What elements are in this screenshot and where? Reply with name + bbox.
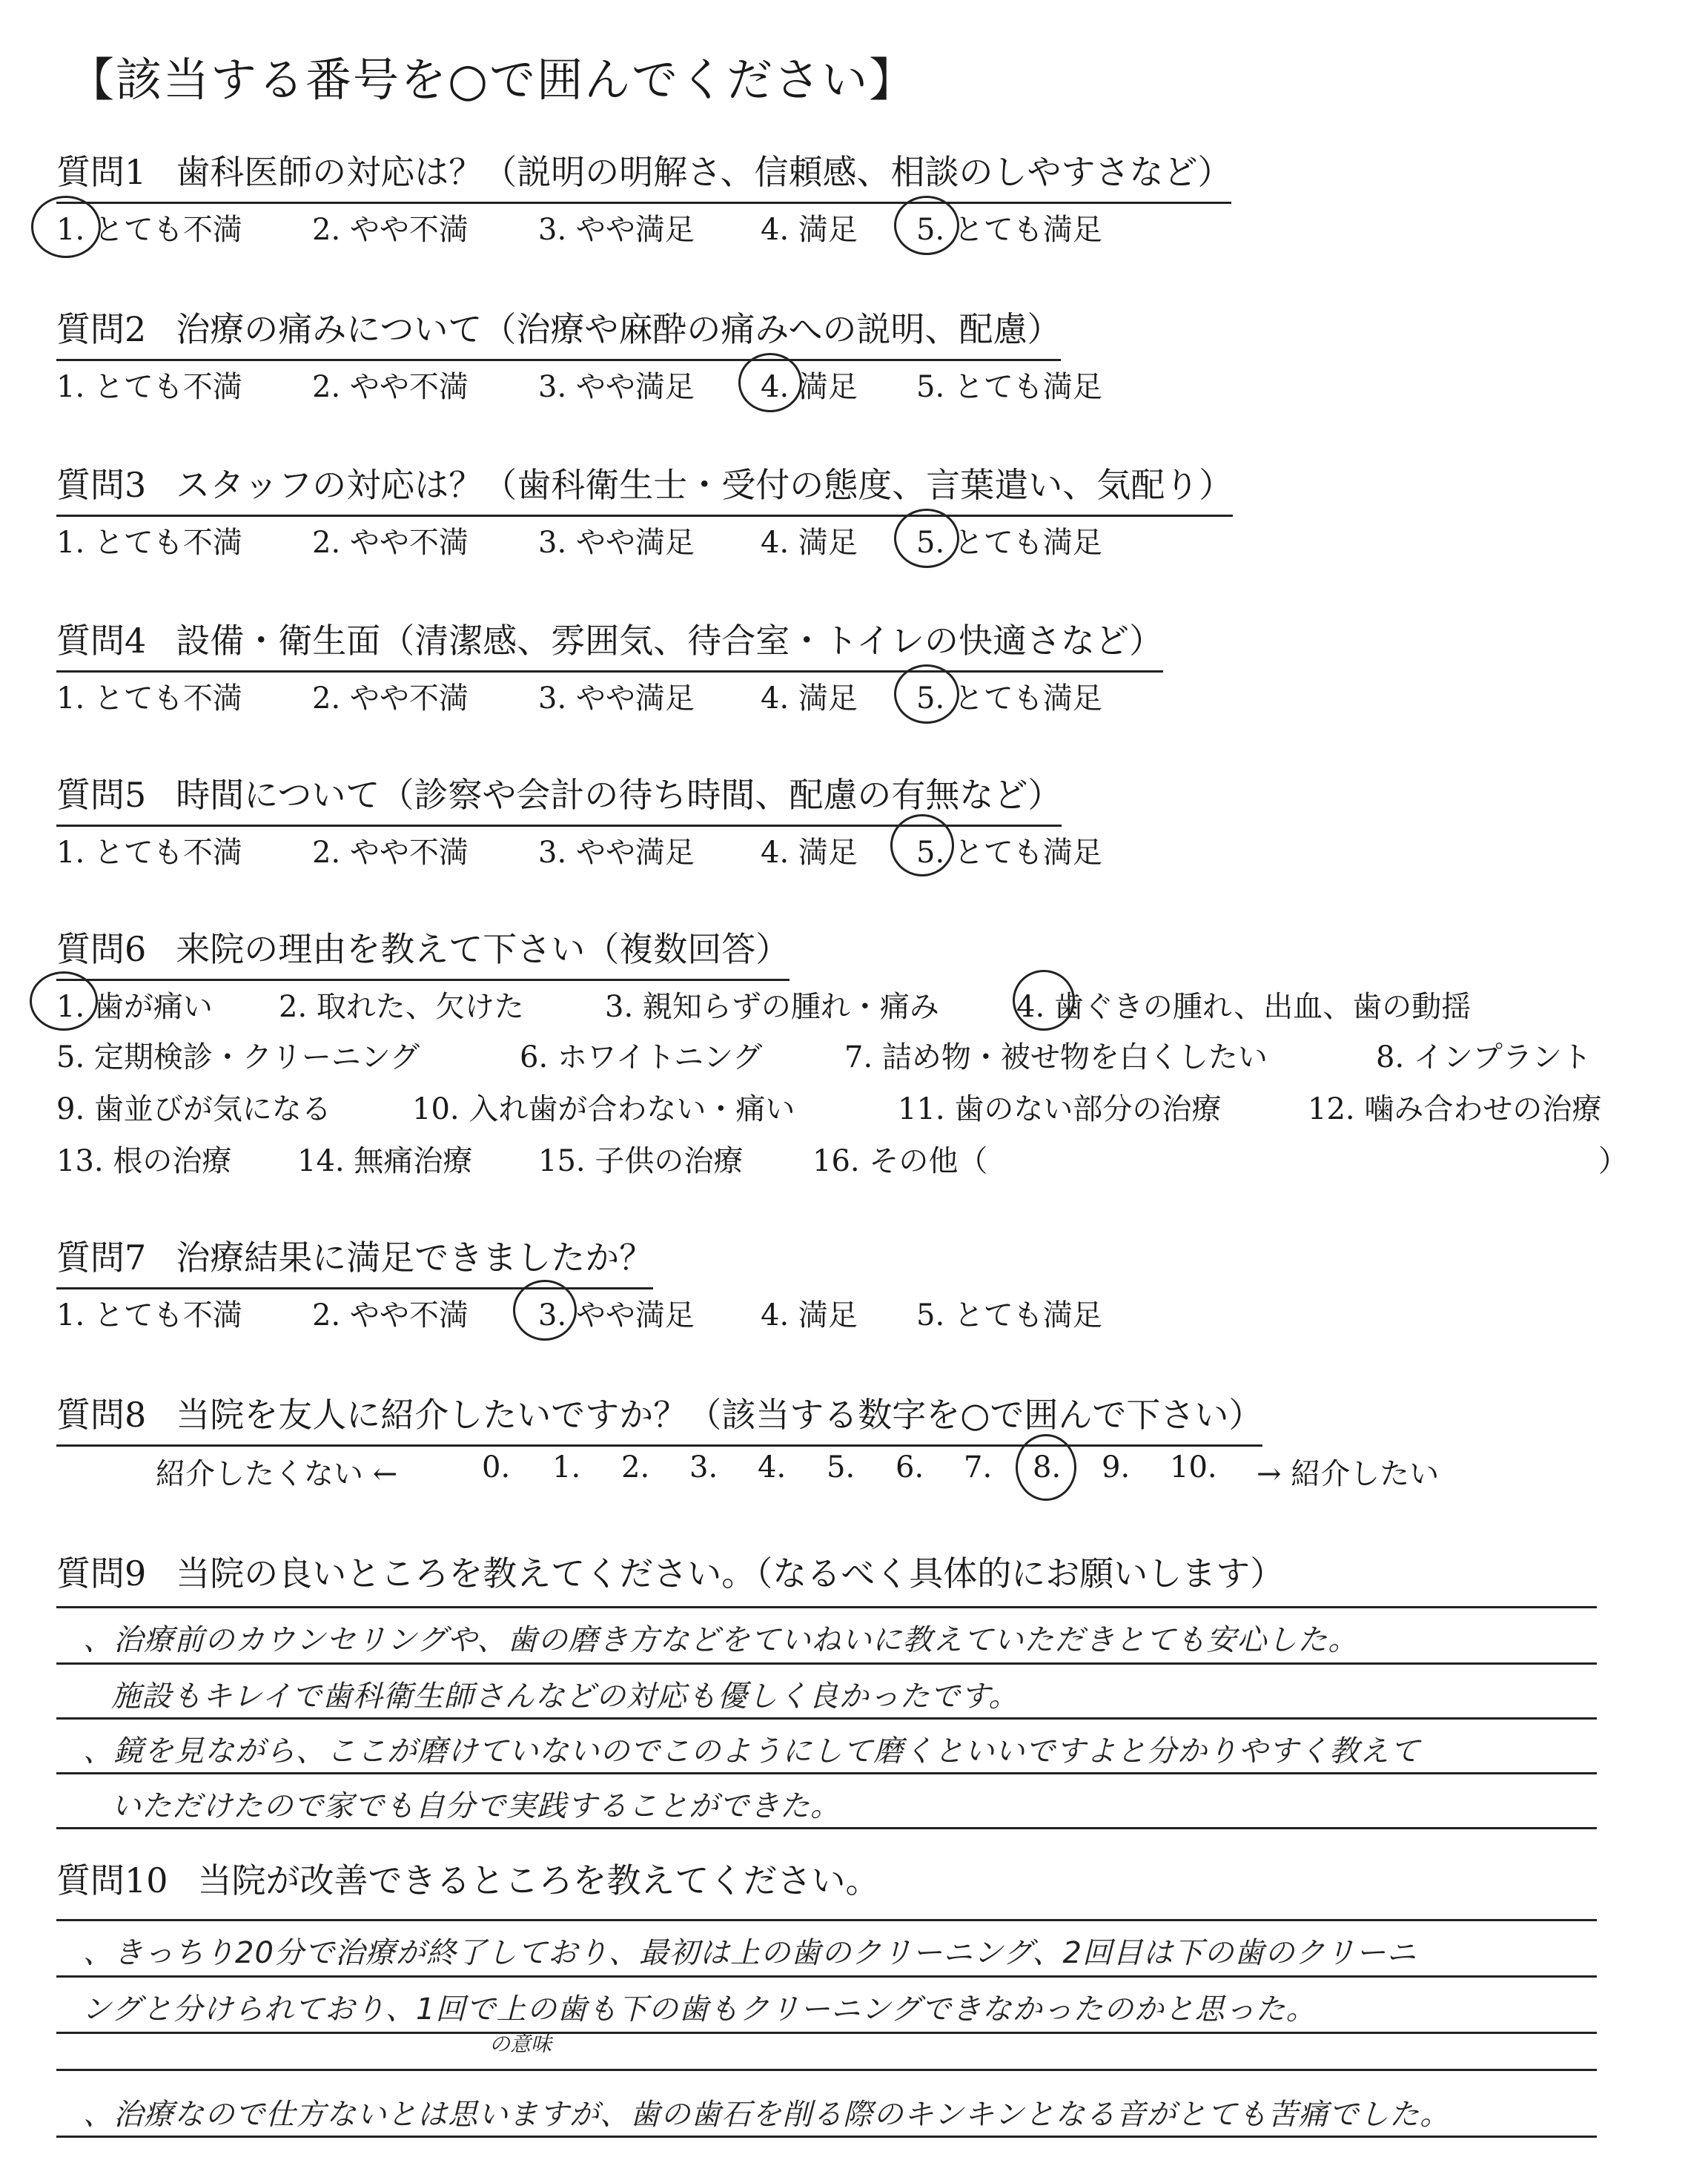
q6-option-14[interactable]: 14. 無痛治療 — [297, 1144, 473, 1178]
q4-answer-circle-5 — [894, 664, 959, 724]
q10-answer-line-1[interactable]: 、きっちり20分で治療が終了しており、最初は上の歯のクリーニング、2回目は下の歯のクリーニ — [83, 1936, 1417, 1970]
q5-option-3[interactable]: 3. やや満足 — [538, 836, 695, 870]
q6-option-9[interactable]: 9. 歯並びが気になる — [56, 1092, 331, 1126]
question-8-title — [56, 1388, 1262, 1447]
question-8-number: 質問8 — [56, 1395, 147, 1435]
q6-answer-circle-1 — [30, 971, 98, 1031]
q1-option-5[interactable]: 5. とても満足 — [916, 213, 1102, 247]
q1-option-4[interactable]: 4. 満足 — [761, 213, 858, 247]
q2-option-1[interactable]: 1. とても不満 — [56, 370, 242, 404]
q8-option-4[interactable]: 4. — [758, 1450, 787, 1484]
q6-option-13[interactable]: 13. 根の治療 — [56, 1144, 232, 1178]
q8-option-10[interactable]: 10. — [1170, 1450, 1217, 1484]
q3-answer-circle-5 — [894, 509, 959, 568]
q1-answer-circle-1 — [31, 196, 101, 258]
q10-margin-note: の意味 — [489, 2032, 552, 2056]
q8-option-3[interactable]: 3. — [689, 1450, 718, 1484]
question-1-title — [56, 145, 1231, 204]
q8-option-0[interactable]: 0. — [482, 1450, 511, 1484]
q10-answer-line-2[interactable]: ングと分けられており、1回で上の歯も下の歯もクリーニングできなかったのかと思った。 — [82, 1992, 1317, 2027]
question-2-number: 質問2 — [56, 309, 147, 349]
q5-option-2[interactable]: 2. やや不満 — [312, 836, 469, 870]
q7-option-4[interactable]: 4. 満足 — [761, 1298, 858, 1332]
q9-answer-line-4[interactable]: いただけたので家でも自分で実践することができた。 — [111, 1789, 841, 1823]
q5-answer-circle-5 — [890, 814, 954, 876]
q6-option-6[interactable]: 6. ホワイトニング — [520, 1040, 763, 1074]
question-9-text: 当院の良いところを教えてください。（なるべく具体的にお願いします） — [176, 1553, 1285, 1593]
q6-option-4[interactable]: 4. 歯ぐきの腫れ、出血、歯の動揺 — [1016, 990, 1472, 1024]
q3-option-3[interactable]: 3. やや満足 — [538, 526, 695, 560]
q8-option-7[interactable]: 7. — [964, 1450, 993, 1484]
q5-option-5[interactable]: 5. とても満足 — [916, 836, 1102, 870]
q6-other-close-paren: ） — [1598, 1144, 1628, 1178]
q8-option-1[interactable]: 1. — [552, 1450, 581, 1484]
q2-option-4[interactable]: 4. 満足 — [761, 370, 858, 404]
q9-answer-line-1[interactable]: 、治療前のカウンセリングや、歯の磨き方などをていねいに教えていただきとても安心した。 — [83, 1623, 1359, 1657]
question-4-text: 設備・衛生面（清潔感、雰囲気、待合室・トイレの快適さなど） — [176, 621, 1163, 661]
q2-answer-circle-4 — [738, 353, 802, 412]
q4-option-3[interactable]: 3. やや満足 — [538, 681, 695, 716]
question-6-number: 質問6 — [56, 929, 147, 969]
q6-option-15[interactable]: 15. 子供の治療 — [538, 1144, 744, 1178]
q10-rule-5 — [56, 2136, 1597, 2138]
q6-option-10[interactable]: 10. 入れ歯が合わない・痛い — [412, 1092, 795, 1126]
question-7-title — [56, 1231, 653, 1289]
q4-option-1[interactable]: 1. とても不満 — [56, 681, 242, 716]
q5-option-1[interactable]: 1. とても不満 — [56, 836, 242, 870]
q3-option-2[interactable]: 2. やや不満 — [312, 526, 469, 560]
q6-option-1[interactable]: 1. 歯が痛い — [56, 990, 213, 1024]
question-7-number: 質問7 — [56, 1238, 147, 1278]
q6-option-3[interactable]: 3. 親知らずの腫れ・痛み — [605, 990, 939, 1024]
q8-option-5[interactable]: 5. — [827, 1450, 855, 1484]
q6-option-16[interactable]: 16. その他（ — [812, 1144, 988, 1178]
q9-rule-5 — [56, 1827, 1597, 1829]
question-2-title — [56, 303, 1061, 361]
q3-option-1[interactable]: 1. とても不満 — [56, 526, 242, 560]
q10-rule-4 — [56, 2069, 1597, 2071]
question-9-number: 質問9 — [56, 1553, 147, 1593]
q4-option-4[interactable]: 4. 満足 — [761, 681, 858, 716]
q1-option-1[interactable]: 1. とても不満 — [56, 213, 242, 247]
q8-right-label: → 紹介したい — [1257, 1457, 1440, 1491]
q7-option-3[interactable]: 3. やや満足 — [538, 1298, 695, 1332]
q6-option-8[interactable]: 8. インプラント — [1376, 1040, 1592, 1074]
q8-option-2[interactable]: 2. — [621, 1450, 650, 1484]
question-10-text: 当院が改善できるところを教えてください。 — [197, 1860, 880, 1900]
q8-answer-circle-8 — [1016, 1434, 1076, 1501]
q4-option-5[interactable]: 5. とても満足 — [916, 681, 1102, 716]
question-4-number: 質問4 — [56, 621, 147, 661]
q6-option-7[interactable]: 7. 詰め物・被せ物を白くしたい — [844, 1040, 1268, 1074]
q6-option-5[interactable]: 5. 定期検診・クリーニング — [56, 1040, 420, 1074]
q6-option-11[interactable]: 11. 歯のない部分の治療 — [898, 1092, 1222, 1126]
q8-option-9[interactable]: 9. — [1102, 1450, 1131, 1484]
question-6-title — [56, 922, 790, 981]
q9-answer-line-3[interactable]: 、鏡を見ながら、ここが磨けていないのでこのようにして磨くといいですよと分かりやすく教えて — [83, 1734, 1420, 1768]
q8-option-8[interactable]: 8. — [1033, 1450, 1062, 1484]
q7-option-2[interactable]: 2. やや不満 — [312, 1298, 469, 1332]
q7-option-5[interactable]: 5. とても満足 — [916, 1298, 1102, 1332]
q9-rule-3 — [56, 1717, 1597, 1720]
q10-rule-2 — [56, 1975, 1597, 1978]
q1-option-2[interactable]: 2. やや不満 — [312, 213, 469, 247]
q9-rule-1 — [56, 1606, 1597, 1608]
q3-option-4[interactable]: 4. 満足 — [761, 526, 858, 560]
question-7-text: 治療結果に満足できましたか？ — [176, 1238, 654, 1278]
page-title: 【該当する番号を○で囲んでください】 — [68, 53, 917, 107]
q1-answer-circle-5 — [894, 196, 959, 255]
q10-rule-1 — [56, 1919, 1597, 1921]
q8-option-6[interactable]: 6. — [896, 1450, 924, 1484]
q6-answer-circle-4 — [1013, 970, 1075, 1031]
question-3-number: 質問3 — [56, 465, 147, 505]
q10-answer-line-3[interactable]: 、治療なので仕方ないとは思いますが、歯の歯石を削る際のキンキンとなる音がとても苦痛でした。 — [83, 2098, 1451, 2132]
q5-option-4[interactable]: 4. 満足 — [761, 836, 858, 870]
q4-option-2[interactable]: 2. やや不満 — [312, 681, 469, 716]
question-1-text: 歯科医師の対応は？（説明の明解さ、信頼感、相談のしやすさなど） — [176, 152, 1232, 192]
question-3-text: スタッフの対応は？（歯科衛生士・受付の態度、言葉遣い、気配り） — [176, 465, 1234, 505]
q7-answer-circle-3 — [513, 1280, 577, 1341]
q6-option-2[interactable]: 2. 取れた、欠けた — [279, 990, 524, 1024]
q2-option-5[interactable]: 5. とても満足 — [916, 370, 1102, 404]
question-5-number: 質問5 — [56, 775, 147, 815]
question-10-number: 質問10 — [56, 1860, 168, 1900]
q2-option-2[interactable]: 2. やや不満 — [312, 370, 469, 404]
question-10-title — [56, 1854, 880, 1903]
q8-left-label: 紹介したくない ← — [156, 1457, 398, 1491]
q9-rule-4 — [56, 1772, 1597, 1774]
question-1-number: 質問1 — [56, 152, 147, 192]
question-6-text: 来院の理由を教えて下さい（複数回答） — [176, 929, 790, 969]
q6-option-12[interactable]: 12. 噛み合わせの治療 — [1308, 1092, 1602, 1126]
question-5-text: 時間について（診察や会計の待ち時間、配慮の有無など） — [176, 775, 1062, 815]
question-4-title — [56, 614, 1163, 673]
q9-rule-2 — [56, 1662, 1597, 1665]
question-9-title — [56, 1547, 1284, 1596]
q1-option-3[interactable]: 3. やや満足 — [538, 213, 695, 247]
q7-option-1[interactable]: 1. とても不満 — [56, 1298, 242, 1332]
q2-option-3[interactable]: 3. やや満足 — [538, 370, 695, 404]
question-2-text: 治療の痛みについて（治療や麻酔の痛みへの説明、配慮） — [176, 309, 1062, 349]
question-8-text: 当院を友人に紹介したいですか？（該当する数字を○で囲んで下さい） — [176, 1395, 1263, 1435]
question-3-title — [56, 458, 1233, 517]
q10-rule-3 — [56, 2032, 1597, 2034]
q9-answer-line-2[interactable]: 施設もキレイで歯科衛生師さんなどの対応も優しく良かったです。 — [111, 1680, 1019, 1714]
q3-option-5[interactable]: 5. とても満足 — [916, 526, 1102, 560]
